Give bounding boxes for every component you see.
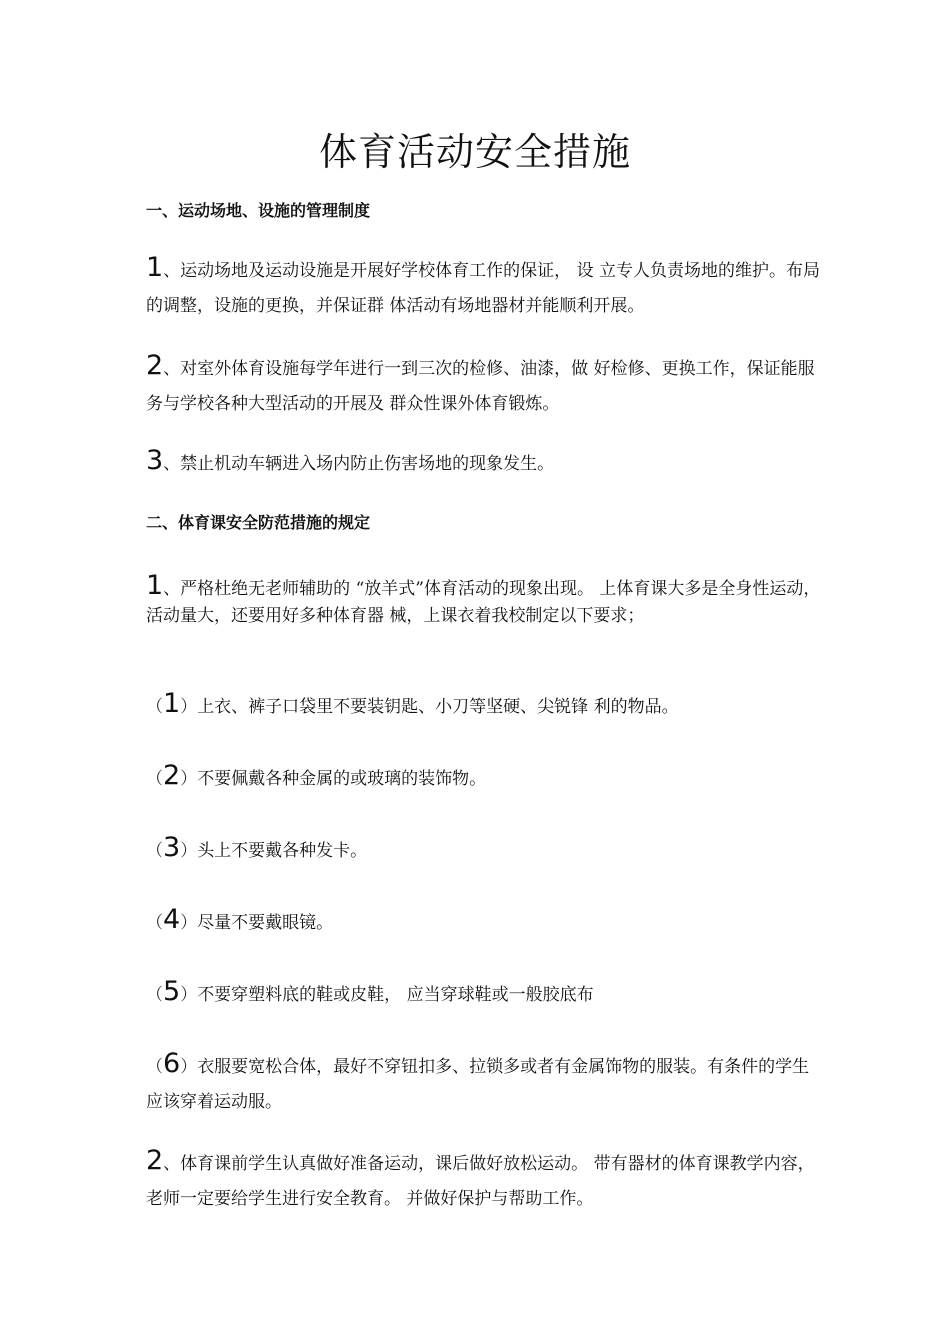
- item-open-paren: （: [146, 769, 163, 789]
- item-open-paren: （: [146, 913, 163, 933]
- item-text: 衣服要宽松合体，最好不穿钮扣多、拉锁多或者有金属饰物的服装。有条件的学生应该穿着运动服。: [146, 1057, 810, 1112]
- paragraph-number: 3: [146, 445, 164, 476]
- item-number: 1: [163, 688, 181, 719]
- list-item-2: [146, 762, 826, 797]
- section-heading-facilities: 一、运动场地、设施的管理制度: [146, 201, 371, 220]
- item-number: 2: [163, 760, 181, 791]
- item-close-paren: ）: [180, 985, 198, 1005]
- paragraph-pe-class-1: [146, 572, 826, 630]
- list-item-5: [146, 978, 826, 1013]
- item-text: 上衣、裤子口袋里不要装钥匙、小刀等坚硬、尖锐锋 利的物品。: [197, 697, 679, 717]
- item-open-paren: （: [146, 697, 163, 717]
- paragraph-text: 、严格杜绝无老师辅助的 “放羊式”体育活动的现象出现。 上体育课大多是全身性运动，活动量大，还要用好多种体育器 械，上课衣着我校制定以下要求；: [146, 579, 821, 626]
- item-close-paren: ）: [180, 841, 198, 861]
- paragraph-number: 2: [146, 350, 164, 381]
- item-close-paren: ）: [180, 913, 198, 933]
- paragraph-facilities-3: [146, 447, 826, 482]
- item-text: 头上不要戴各种发卡。: [197, 841, 368, 861]
- document-title: 体育活动安全措施: [318, 130, 631, 174]
- item-open-paren: （: [146, 841, 163, 861]
- item-number: 4: [163, 904, 181, 935]
- paragraph-number: 1: [146, 252, 164, 283]
- list-item-4: [146, 906, 826, 941]
- paragraph-text: 、对室外体育设施每学年进行一到三次的检修、油漆，做 好检修、更换工作，保证能服务与学校各种大型活动的开展及 群众性课外体育锻炼。: [146, 359, 815, 414]
- item-text: 不要穿塑料底的鞋或皮鞋， 应当穿球鞋或一般胶底布: [197, 985, 594, 1005]
- item-close-paren: ）: [180, 1057, 198, 1077]
- paragraph-number: 1: [146, 570, 164, 601]
- item-text: 尽量不要戴眼镜。: [197, 913, 334, 933]
- paragraph-text: 、禁止机动车辆进入场内防止伤害场地的现象发生。: [163, 454, 555, 474]
- paragraph-facilities-1: [146, 254, 826, 324]
- item-number: 5: [163, 976, 181, 1007]
- paragraph-facilities-2: [146, 352, 826, 422]
- list-item-1: [146, 690, 826, 725]
- item-open-paren: （: [146, 1057, 163, 1077]
- paragraph-text: 、运动场地及运动设施是开展好学校体育工作的保证， 设 立专人负责场地的维护。布局的调整，设施的更换，并保证群 体活动有场地器材并能顺利开展。: [146, 261, 820, 316]
- item-number: 3: [163, 832, 181, 863]
- paragraph-number: 2: [146, 1145, 164, 1176]
- list-item-3: [146, 834, 826, 869]
- paragraph-text: 、体育课前学生认真做好准备运动，课后做好放松运动。 带有器材的体育课教学内容， 老师一定要给学生进行安全教育。 并做好保护与帮助工作。: [146, 1154, 815, 1209]
- list-item-6: [146, 1050, 826, 1120]
- section-heading-pe-class: 二、体育课安全防范措施的规定: [146, 513, 371, 532]
- item-close-paren: ）: [180, 769, 198, 789]
- paragraph-pe-class-2: [146, 1147, 826, 1217]
- item-open-paren: （: [146, 985, 163, 1005]
- item-text: 不要佩戴各种金属的或玻璃的装饰物。: [197, 769, 487, 789]
- item-number: 6: [163, 1048, 181, 1079]
- item-close-paren: ）: [180, 697, 198, 717]
